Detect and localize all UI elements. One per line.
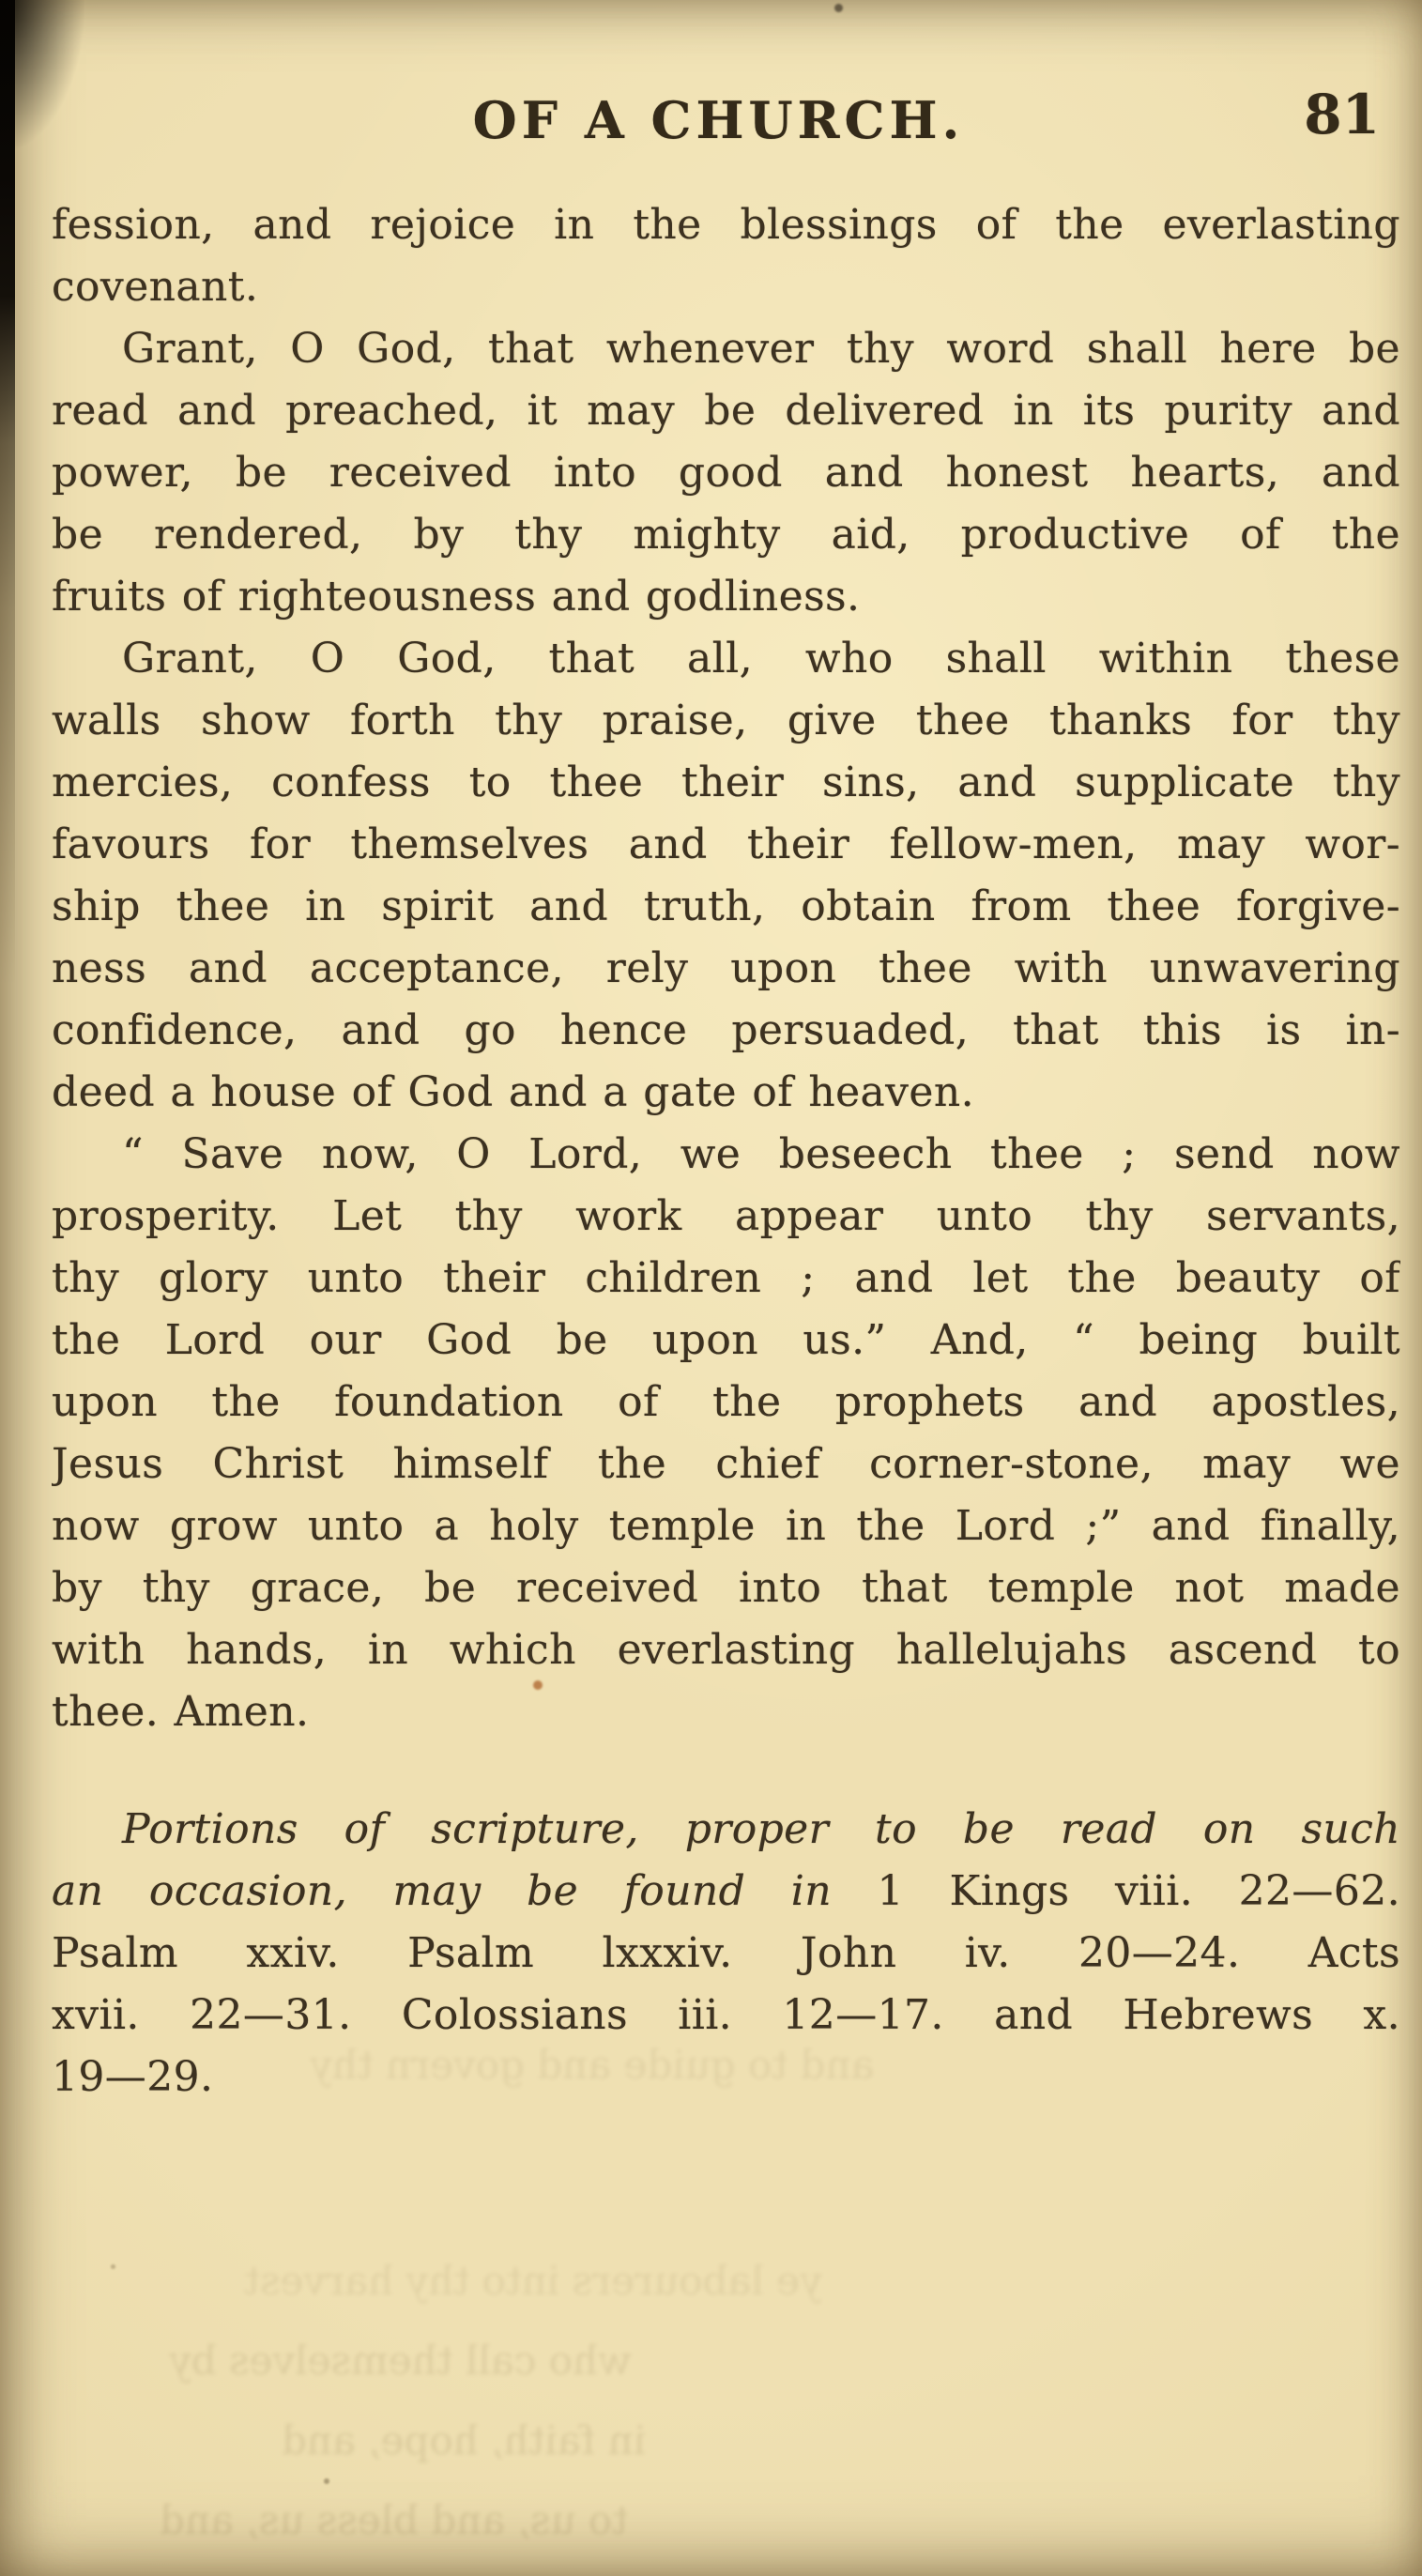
page-number: 81 [1304,83,1380,146]
text-line: Jesus Christ himself the chief corner-stone, may we [52,1440,1400,1488]
text-line: Portions of scripture, proper to be read on such [122,1805,1400,1853]
showthrough-text: in faith, hope, and [282,2417,647,2463]
paragraph [52,1799,1400,2108]
text-line: mercies, confess to thee their sins, and supplicate thy [52,759,1400,806]
text-line: upon the foundation of the prophets and apostles, [52,1378,1400,1426]
text-line: thee. Amen. [52,1688,310,1736]
foxing-spot [834,4,843,12]
text-line: ship thee in spirit and truth, obtain from thee forgive- [52,882,1400,930]
text-line: “ Save now, O Lord, we beseech thee ; send now [122,1130,1400,1178]
text-line: prosperity. Let thy work appear unto thy servants, [52,1192,1400,1240]
text-line: confidence, and go hence persuaded, that this is in- [52,1006,1400,1054]
text-segment: 1 Kings viii. 22—62. [877,1867,1400,1915]
paragraph [52,628,1400,1124]
text-line: power, be received into good and honest hearts, and [52,449,1400,497]
text-line: with hands, in which everlasting hallelujahs ascend to [52,1626,1400,1674]
paragraph [52,1124,1400,1743]
text-line: the Lord our God be upon us.” And, “ being built [52,1316,1400,1364]
scan-spine-shadow [0,0,15,986]
text-line: thy glory unto their children ; and let the beauty of [52,1254,1400,1302]
paragraph [52,318,1400,628]
text-line [52,1861,1400,1923]
text-segment: an occasion, may be found in [52,1867,878,1915]
text-line: xvii. 22—31. Colossians iii. 12—17. and Hebrews x. [52,1991,1400,2039]
foxing-spot [324,2478,329,2484]
showthrough-text: who call themselves by [169,2338,632,2384]
text-line: walls show forth thy praise, give thee thanks for thy [52,697,1400,744]
text-line: favours for themselves and their fellow-men, may wor- [52,820,1400,868]
showthrough-text: to us, and bless us, and [160,2497,629,2543]
text-line: fession, and rejoice in the blessings of the everlasting [52,201,1400,249]
text-line: 19—29. [52,2053,214,2101]
foxing-spot [111,2264,115,2269]
text-line: be rendered, by thy mighty aid, productive of the [52,511,1400,559]
text-line: covenant. [52,263,259,311]
running-header-title: OF A CHURCH. [472,90,965,150]
showthrough-text: and to guide and govern thy [310,2042,875,2088]
text-line: by thy grace, be received into that temple not made [52,1564,1400,1612]
text-line: fruits of righteousness and godliness. [52,573,861,621]
text-block [52,194,1400,2108]
text-line: deed a house of God and a gate of heaven. [52,1068,974,1116]
text-line: read and preached, it may be delivered in its purity and [52,387,1400,435]
text-line: Psalm xxiv. Psalm lxxxiv. John iv. 20—24. Acts [52,1929,1400,1977]
text-line: ness and acceptance, rely upon thee with unwavering [52,944,1400,992]
scan-corner-shadow [0,0,84,150]
text-line: Grant, O God, that whenever thy word shall here be [122,325,1400,373]
text-line: Grant, O God, that all, who shall within these [122,635,1400,682]
showthrough-text: ye labourers into thy harvest [244,2258,822,2304]
paragraph [52,194,1400,318]
text-line: now grow unto a holy temple in the Lord ;” and finally, [52,1502,1400,1550]
